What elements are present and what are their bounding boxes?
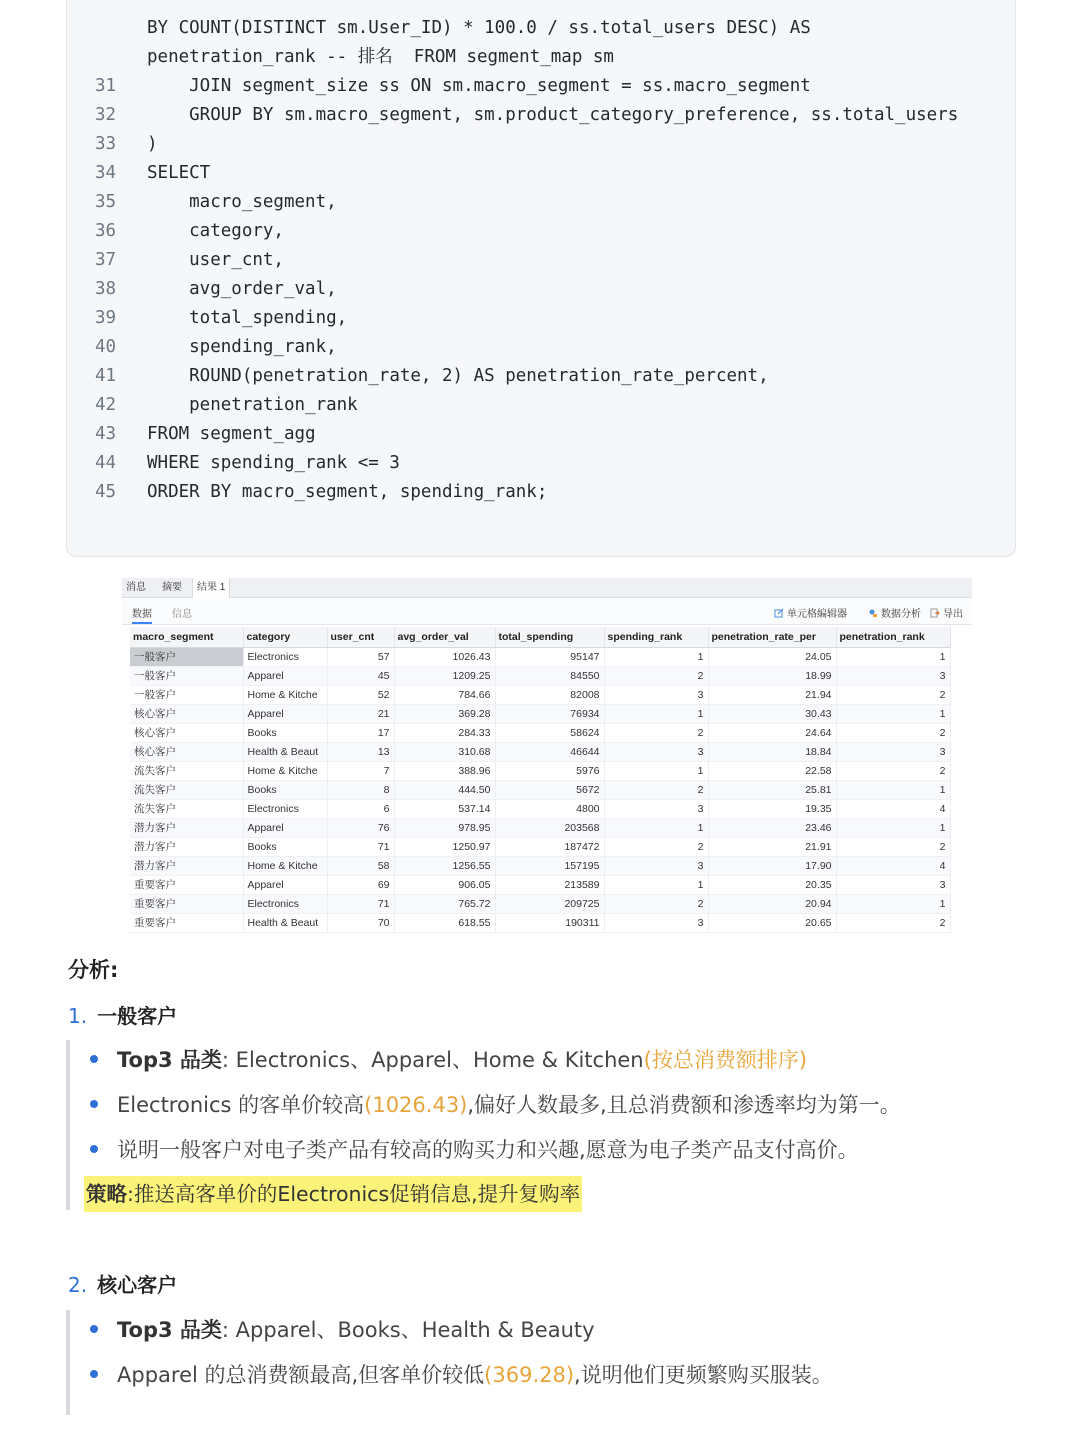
table-cell[interactable]: Books <box>243 837 327 856</box>
line-number: 32 <box>95 105 117 125</box>
table-cell[interactable]: 3 <box>604 856 708 875</box>
table-cell[interactable]: 369.28 <box>394 704 495 723</box>
table-cell[interactable]: 45 <box>327 666 394 685</box>
table-cell[interactable]: 978.95 <box>394 818 495 837</box>
table-cell[interactable]: 流失客户 <box>130 761 243 780</box>
column-header[interactable]: total_spending <box>495 627 604 647</box>
table-cell[interactable]: 284.33 <box>394 723 495 742</box>
table-cell[interactable]: 2 <box>836 837 950 856</box>
table-cell[interactable]: 20.65 <box>708 913 836 932</box>
table-cell[interactable]: 3 <box>836 742 950 761</box>
table-cell[interactable]: 2 <box>836 913 950 932</box>
table-cell[interactable]: 2 <box>604 666 708 685</box>
table-cell[interactable]: 一般客户 <box>130 666 243 685</box>
code-text: JOIN segment_size ss ON sm.macro_segment = ss.macro_segment <box>147 76 811 96</box>
table-cell[interactable]: 19.35 <box>708 799 836 818</box>
table-cell[interactable]: 2 <box>836 685 950 704</box>
table-cell[interactable]: 1 <box>836 894 950 913</box>
table-cell[interactable]: Home & Kitche <box>243 685 327 704</box>
table-cell[interactable]: 流失客户 <box>130 799 243 818</box>
section-1-bullet-1: Top3 品类: Electronics、Apparel、Home & Kitchen(按总消费额排序) <box>90 1044 807 1074</box>
code-line <box>67 72 811 101</box>
table-cell[interactable]: 3 <box>604 685 708 704</box>
table-cell[interactable]: 1256.55 <box>394 856 495 875</box>
table-cell[interactable]: 核心客户 <box>130 723 243 742</box>
table-cell[interactable]: Apparel <box>243 818 327 837</box>
table-cell[interactable]: 潜力客户 <box>130 837 243 856</box>
table-cell[interactable]: 13 <box>327 742 394 761</box>
table-cell[interactable]: 潜力客户 <box>130 818 243 837</box>
subtab-info[interactable]: 信息 <box>172 609 192 620</box>
line-number: 34 <box>95 163 117 183</box>
table-row[interactable] <box>130 704 950 723</box>
table-cell[interactable]: 2 <box>836 761 950 780</box>
table-cell[interactable]: 4800 <box>495 799 604 818</box>
table-cell[interactable]: 一般客户 <box>130 685 243 704</box>
table-cell[interactable]: 18.99 <box>708 666 836 685</box>
table-cell[interactable]: 21 <box>327 704 394 723</box>
column-header[interactable]: penetration_rate_per <box>708 627 836 647</box>
table-row[interactable] <box>130 837 950 856</box>
table-cell[interactable]: 1 <box>836 704 950 723</box>
bullet-dot-icon <box>90 1370 98 1378</box>
code-text: FROM segment_agg <box>147 424 316 444</box>
table-cell[interactable]: 52 <box>327 685 394 704</box>
table-cell[interactable]: 重要客户 <box>130 875 243 894</box>
column-header[interactable]: macro_segment <box>130 627 243 647</box>
table-cell[interactable]: 2 <box>604 894 708 913</box>
table-cell[interactable]: 58 <box>327 856 394 875</box>
table-cell[interactable]: 1 <box>604 704 708 723</box>
line-number: 38 <box>95 279 117 299</box>
table-cell[interactable]: 5976 <box>495 761 604 780</box>
section-1-number: 1. <box>68 1004 88 1028</box>
table-cell[interactable]: 7 <box>327 761 394 780</box>
table-cell[interactable]: 444.50 <box>394 780 495 799</box>
bullet-dot-icon <box>90 1055 98 1063</box>
section-2-bullet-1: Top3 品类: Apparel、Books、Health & Beauty <box>90 1314 595 1344</box>
table-cell[interactable]: 重要客户 <box>130 894 243 913</box>
table-cell[interactable]: Books <box>243 780 327 799</box>
code-line <box>67 217 284 246</box>
bullet-dot-icon <box>90 1325 98 1333</box>
code-text: spending_rank, <box>147 337 337 357</box>
column-header[interactable]: category <box>243 627 327 647</box>
table-cell[interactable]: 1 <box>604 875 708 894</box>
line-number: 39 <box>95 308 117 328</box>
table-cell[interactable]: Electronics <box>243 647 327 666</box>
code-text: ROUND(penetration_rate, 2) AS penetration_rate_percent, <box>147 366 769 386</box>
table-cell[interactable]: 1209.25 <box>394 666 495 685</box>
table-cell[interactable]: 76934 <box>495 704 604 723</box>
code-line <box>67 391 358 420</box>
code-line <box>67 14 811 43</box>
table-cell[interactable]: 2 <box>604 723 708 742</box>
code-line <box>67 130 158 159</box>
table-cell[interactable]: 71 <box>327 894 394 913</box>
code-text: category, <box>147 221 284 241</box>
table-cell[interactable]: 213589 <box>495 875 604 894</box>
table-cell[interactable]: 3 <box>604 799 708 818</box>
table-cell[interactable]: Apparel <box>243 875 327 894</box>
data-analysis-button[interactable]: 数据分析 <box>868 605 921 620</box>
tab-result-1[interactable]: 结果 1 <box>192 578 230 598</box>
table-cell[interactable]: 69 <box>327 875 394 894</box>
table-cell[interactable]: 157195 <box>495 856 604 875</box>
line-number: 44 <box>95 453 117 473</box>
table-cell[interactable]: 84550 <box>495 666 604 685</box>
table-cell[interactable]: 核心客户 <box>130 742 243 761</box>
line-number: 40 <box>95 337 117 357</box>
section-1-bullet-3: 说明一般客户对电子类产品有较高的购买力和兴趣,愿意为电子类产品支付高价。 <box>90 1134 859 1164</box>
code-text: macro_segment, <box>147 192 337 212</box>
line-number: 31 <box>95 76 117 96</box>
table-cell[interactable]: 618.55 <box>394 913 495 932</box>
code-line <box>67 101 958 130</box>
table-row[interactable] <box>130 875 950 894</box>
table-cell[interactable]: 1 <box>836 647 950 666</box>
bullet-dot-icon <box>90 1145 98 1153</box>
line-number: 43 <box>95 424 117 444</box>
table-cell[interactable]: 潜力客户 <box>130 856 243 875</box>
table-cell[interactable]: 流失客户 <box>130 780 243 799</box>
table-cell[interactable]: 190311 <box>495 913 604 932</box>
table-cell[interactable]: 8 <box>327 780 394 799</box>
table-cell[interactable]: 24.05 <box>708 647 836 666</box>
code-line <box>67 449 400 478</box>
table-cell[interactable]: 1 <box>836 818 950 837</box>
table-row[interactable] <box>130 913 950 932</box>
table-cell[interactable]: 70 <box>327 913 394 932</box>
table-cell[interactable]: 17.90 <box>708 856 836 875</box>
table-cell[interactable]: 310.68 <box>394 742 495 761</box>
table-cell[interactable]: 537.14 <box>394 799 495 818</box>
table-row[interactable] <box>130 723 950 742</box>
table-row[interactable] <box>130 742 950 761</box>
table-cell[interactable]: 58624 <box>495 723 604 742</box>
table-cell[interactable]: 一般客户 <box>130 647 243 666</box>
table-cell[interactable]: 30.43 <box>708 704 836 723</box>
table-row[interactable] <box>130 761 950 780</box>
table-cell[interactable]: Books <box>243 723 327 742</box>
table-cell[interactable]: 71 <box>327 837 394 856</box>
table-cell[interactable]: 20.35 <box>708 875 836 894</box>
code-line <box>67 478 547 507</box>
code-text: penetration_rank -- 排名 FROM segment_map sm <box>147 47 614 67</box>
section-2-number: 2. <box>68 1273 88 1297</box>
table-cell[interactable]: 3 <box>836 875 950 894</box>
cell-editor-button[interactable]: 单元格编辑器 <box>774 605 847 620</box>
code-text: user_cnt, <box>147 250 284 270</box>
section-1-bullet-2: Electronics 的客单价较高(1026.43),偏好人数最多,且总消费额和渗透率均为第一。 <box>90 1089 901 1119</box>
table-row[interactable] <box>130 799 950 818</box>
tab-summary[interactable]: 摘要 <box>162 582 182 593</box>
table-cell[interactable]: Apparel <box>243 666 327 685</box>
section-2-title: 核心客户 <box>97 1273 178 1297</box>
bullet-dot-icon <box>90 1100 98 1108</box>
table-cell[interactable]: 20.94 <box>708 894 836 913</box>
column-header[interactable]: avg_order_val <box>394 627 495 647</box>
table-cell[interactable]: 1250.97 <box>394 837 495 856</box>
code-line <box>67 420 316 449</box>
code-text: avg_order_val, <box>147 279 337 299</box>
result-tabs <box>122 578 972 598</box>
table-cell[interactable]: 核心客户 <box>130 704 243 723</box>
table-row[interactable] <box>130 666 950 685</box>
column-header[interactable]: user_cnt <box>327 627 394 647</box>
table-cell[interactable]: 3 <box>836 666 950 685</box>
table-cell[interactable]: 24.64 <box>708 723 836 742</box>
table-cell[interactable]: 46644 <box>495 742 604 761</box>
table-cell[interactable]: 3 <box>604 913 708 932</box>
table-cell[interactable]: 重要客户 <box>130 913 243 932</box>
column-header[interactable]: penetration_rank <box>836 627 950 647</box>
code-line <box>67 333 337 362</box>
code-line <box>67 188 337 217</box>
table-cell[interactable]: 18.84 <box>708 742 836 761</box>
result-table <box>130 627 951 933</box>
analysis-heading: 分析: <box>68 958 119 982</box>
table-row[interactable] <box>130 647 950 666</box>
table-row[interactable] <box>130 856 950 875</box>
export-icon <box>930 608 940 618</box>
section-2-heading <box>68 1269 177 1298</box>
table-cell[interactable]: 4 <box>836 799 950 818</box>
table-cell[interactable]: Electronics <box>243 799 327 818</box>
line-number: 37 <box>95 250 117 270</box>
table-cell[interactable]: 2 <box>604 780 708 799</box>
section-1-title: 一般客户 <box>97 1004 178 1028</box>
table-cell[interactable]: 17 <box>327 723 394 742</box>
table-cell[interactable]: 4 <box>836 856 950 875</box>
table-cell[interactable]: 57 <box>327 647 394 666</box>
table-row[interactable] <box>130 818 950 837</box>
table-cell[interactable]: 2 <box>836 723 950 742</box>
code-line <box>67 159 210 188</box>
table-cell[interactable]: 5672 <box>495 780 604 799</box>
table-cell[interactable]: 765.72 <box>394 894 495 913</box>
result-grid-panel <box>122 578 972 930</box>
result-subtabs <box>122 599 972 625</box>
subtab-data[interactable]: 数据 <box>132 605 152 624</box>
code-line <box>67 246 284 275</box>
table-cell[interactable]: 1 <box>604 761 708 780</box>
section-1-quote-bar <box>66 1040 70 1210</box>
table-cell[interactable]: 1026.43 <box>394 647 495 666</box>
table-row[interactable] <box>130 685 950 704</box>
table-cell[interactable]: Electronics <box>243 894 327 913</box>
table-cell[interactable]: 388.96 <box>394 761 495 780</box>
code-text: GROUP BY sm.macro_segment, sm.product_category_preference, ss.total_users <box>147 105 959 125</box>
section-1-heading <box>68 1000 177 1029</box>
line-number: 41 <box>95 366 117 386</box>
code-text: ) <box>147 134 158 154</box>
table-cell[interactable]: 2 <box>604 837 708 856</box>
table-cell[interactable]: 187472 <box>495 837 604 856</box>
export-button[interactable]: 导出 <box>930 605 963 620</box>
column-header[interactable]: spending_rank <box>604 627 708 647</box>
analysis-icon <box>868 608 878 618</box>
edit-icon <box>774 608 784 618</box>
table-cell[interactable]: Apparel <box>243 704 327 723</box>
code-text: WHERE spending_rank <= 3 <box>147 453 400 473</box>
table-cell[interactable]: 209725 <box>495 894 604 913</box>
table-cell[interactable]: 22.58 <box>708 761 836 780</box>
code-line <box>67 43 614 72</box>
table-cell[interactable]: 76 <box>327 818 394 837</box>
table-cell[interactable]: 6 <box>327 799 394 818</box>
table-cell[interactable]: 203568 <box>495 818 604 837</box>
line-number: 35 <box>95 192 117 212</box>
section-2-quote-bar <box>66 1310 70 1415</box>
table-cell[interactable]: 95147 <box>495 647 604 666</box>
table-cell[interactable]: 1 <box>604 818 708 837</box>
code-text: ORDER BY macro_segment, spending_rank; <box>147 482 548 502</box>
table-cell[interactable]: 784.66 <box>394 685 495 704</box>
table-cell[interactable]: 906.05 <box>394 875 495 894</box>
section-2-bullet-2: Apparel 的总消费额最高,但客单价较低(369.28),说明他们更频繁购买服装。 <box>90 1359 833 1389</box>
table-cell[interactable]: 1 <box>604 647 708 666</box>
table-cell[interactable]: Health & Beaut <box>243 742 327 761</box>
table-cell[interactable]: 23.46 <box>708 818 836 837</box>
code-line <box>67 275 337 304</box>
code-text: BY COUNT(DISTINCT sm.User_ID) * 100.0 / ss.total_users DESC) AS <box>147 18 811 38</box>
line-number: 36 <box>95 221 117 241</box>
table-cell[interactable]: 21.91 <box>708 837 836 856</box>
code-line <box>67 362 769 391</box>
table-cell[interactable]: 1 <box>836 780 950 799</box>
tab-messages[interactable]: 消息 <box>126 582 146 593</box>
line-number: 42 <box>95 395 117 415</box>
code-text: total_spending, <box>147 308 348 328</box>
code-text: penetration_rank <box>147 395 358 415</box>
table-cell[interactable]: 21.94 <box>708 685 836 704</box>
table-cell[interactable]: 25.81 <box>708 780 836 799</box>
section-1-strategy: 策略:推送高客单价的Electronics促销信息,提升复购率 <box>84 1176 582 1212</box>
table-cell[interactable]: 3 <box>604 742 708 761</box>
line-number: 45 <box>95 482 117 502</box>
code-line <box>67 304 347 333</box>
line-number: 33 <box>95 134 117 154</box>
table-row[interactable] <box>130 780 950 799</box>
code-text: SELECT <box>147 163 211 183</box>
table-cell[interactable]: Health & Beaut <box>243 913 327 932</box>
table-cell[interactable]: Home & Kitche <box>243 856 327 875</box>
table-row[interactable] <box>130 894 950 913</box>
code-block <box>66 0 1016 557</box>
table-cell[interactable]: 82008 <box>495 685 604 704</box>
table-cell[interactable]: Home & Kitche <box>243 761 327 780</box>
